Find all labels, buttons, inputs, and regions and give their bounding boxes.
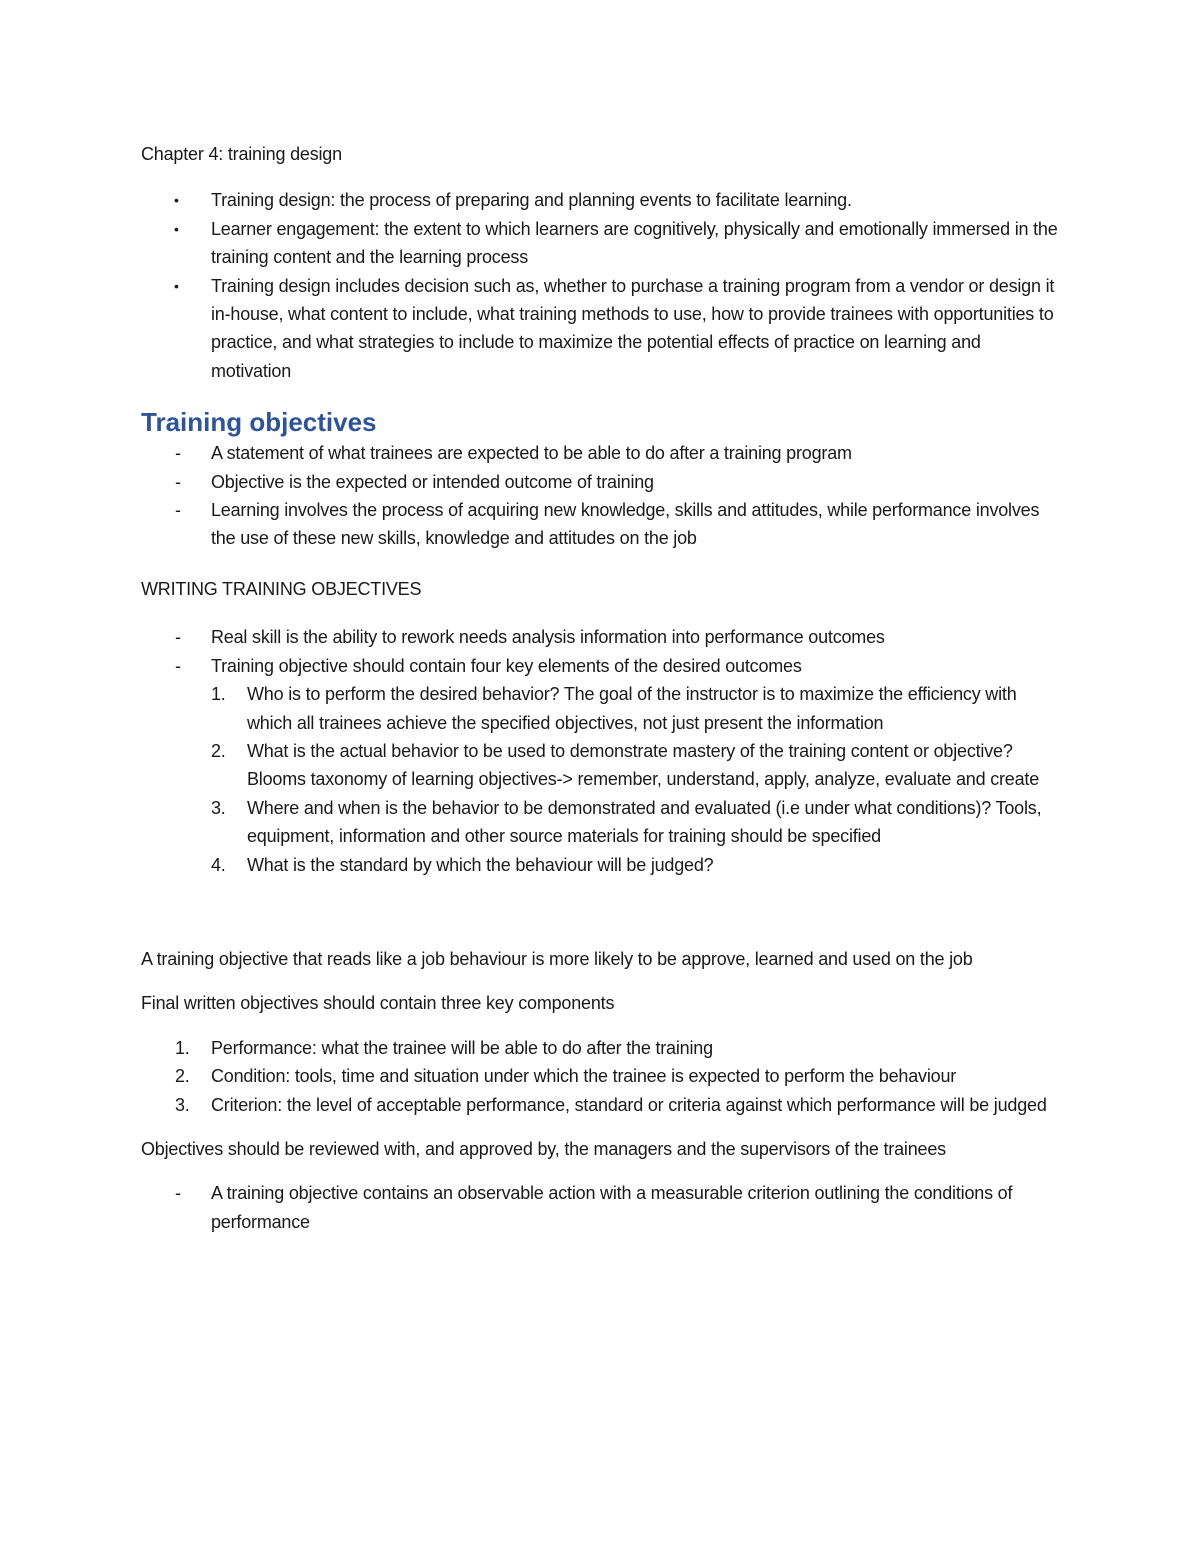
paragraph-final-written: Final written objectives should contain three key components — [141, 993, 615, 1014]
list-item-text: Training objective should contain four key elements of the desired outcomes — [211, 655, 802, 676]
key-elements-list — [141, 680, 1061, 879]
dash-marker: - — [175, 471, 181, 492]
dash-marker: - — [175, 500, 181, 521]
list-number: 2. — [211, 740, 226, 761]
list-item-text: Condition: tools, time and situation under which the trainee is expected to perform the behaviour — [211, 1066, 957, 1087]
list-item-text: Training design: the process of preparing and planning events to facilitate learning. — [211, 190, 852, 211]
bullet-icon: • — [174, 277, 179, 294]
list-item — [141, 439, 1061, 467]
list-item — [141, 794, 1061, 851]
paragraph-reviewed: Objectives should be reviewed with, and approved by, the managers and the supervisors of the trainees — [141, 1138, 946, 1159]
list-number: 3. — [175, 1094, 190, 1115]
blank-spacer — [141, 879, 1061, 945]
dash-marker: - — [175, 627, 181, 648]
list-number: 1. — [211, 684, 226, 705]
list-item-text: Objective is the expected or intended outcome of training — [211, 471, 654, 492]
list-item-text: Who is to perform the desired behavior? The goal of the instructor is to maximize the efficiency with which all trainees achieve the specified objectives, not just present the information — [247, 684, 1017, 733]
list-item-text: What is the actual behavior to be used to demonstrate mastery of the training content or objective? Blooms taxonomy of learning objectives-> remember, understand, apply, analyze, evaluate and create — [247, 740, 1040, 790]
list-item — [141, 652, 1061, 680]
writing-objectives-label: WRITING TRAINING OBJECTIVES — [141, 578, 422, 599]
paragraph-job-behaviour: A training objective that reads like a job behaviour is more likely to be approve, learned and used on the job — [141, 948, 973, 969]
list-number: 1. — [175, 1037, 190, 1058]
list-item — [141, 468, 1061, 496]
list-item-text: Learner engagement: the extent to which learners are cognitively, physically and emotionally immersed in the training content and the learning process — [211, 218, 1058, 268]
dash-marker: - — [175, 443, 181, 464]
writing-dash-list — [141, 623, 1061, 680]
list-item-text: A training objective contains an observable action with a measurable criterion outlining the conditions of performance — [211, 1183, 1013, 1232]
list-item — [141, 623, 1061, 651]
objectives-dash-list — [141, 439, 1061, 553]
list-item-text: Performance: what the trainee will be able to do after the training — [211, 1037, 713, 1058]
list-number: 2. — [175, 1066, 190, 1087]
list-item-text: What is the standard by which the behaviour will be judged? — [247, 854, 714, 875]
chapter-title: Chapter 4: training design — [141, 144, 342, 164]
final-dash-list — [141, 1179, 1061, 1236]
list-item-text: Where and when is the behavior to be demonstrated and evaluated (i.e under what conditions)? Tools, equipment, information and other source materials for training should be specified — [247, 797, 1042, 847]
list-item — [141, 215, 1061, 272]
list-number: 3. — [211, 797, 226, 818]
list-item-text: Training design includes decision such as, whether to purchase a training program from a vendor or design it in-house, what content to include, what training methods to use, how to provide trainees with opportunities to practice, and what strategies to include to maximize the potential effects of practice on learning and motivation — [211, 275, 1055, 381]
list-item-text: Learning involves the process of acquiring new knowledge, skills and attitudes, while performance involves the use of these new skills, knowledge and attitudes on the job — [211, 500, 1040, 549]
list-item-text: A statement of what trainees are expected to be able to do after a training program — [211, 443, 852, 464]
bullet-icon: • — [174, 192, 179, 209]
list-item — [141, 737, 1061, 794]
list-item-text: Criterion: the level of acceptable performance, standard or criteria against which performance will be judged — [211, 1094, 1047, 1115]
list-item — [141, 496, 1061, 553]
section-heading-training-objectives: Training objectives — [141, 407, 377, 438]
components-list — [141, 1034, 1061, 1119]
list-item — [141, 1034, 1061, 1062]
intro-bullet-list — [141, 186, 1061, 385]
dash-marker: - — [175, 655, 181, 676]
list-number: 4. — [211, 854, 226, 875]
dash-marker: - — [175, 1183, 181, 1204]
document-body — [141, 140, 1061, 1236]
list-item — [141, 272, 1061, 386]
list-item-text: Real skill is the ability to rework needs analysis information into performance outcomes — [211, 627, 885, 648]
list-item — [141, 680, 1061, 737]
list-item — [141, 1062, 1061, 1090]
list-item — [141, 1179, 1061, 1236]
list-item — [141, 1091, 1061, 1119]
bullet-icon: • — [174, 220, 179, 237]
list-item — [141, 186, 1061, 214]
list-item — [141, 851, 1061, 879]
